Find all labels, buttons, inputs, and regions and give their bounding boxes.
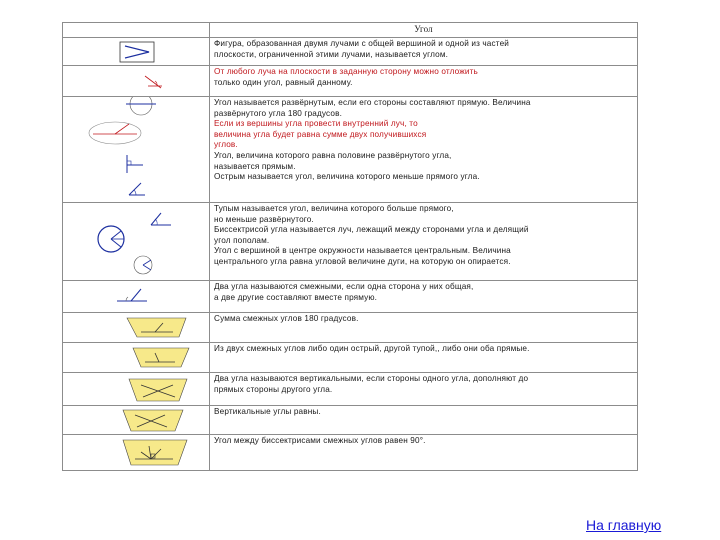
table-row [63,281,638,313]
row-text-line: Из двух смежных углов либо один острый, другой тупой,, либо они оба прямые. [214,344,530,353]
row-text-line: Два угла называются вертикальными, если стороны одного угла, дополняют до [214,374,529,383]
row-text-line: угол пополам. [214,235,270,245]
row-text-line: но меньше развёрнутого. [214,214,314,224]
row-text-line: Угол с вершиной в центре окружности называется центральным. Величина [214,246,511,256]
home-link[interactable]: На главную [586,517,662,533]
row-text [210,281,638,313]
adjacent-types-figure-icon [63,343,210,373]
row-text [210,406,638,435]
row-text [210,313,638,343]
row-text [210,203,638,281]
row-text-line: величина угла будет равна сумме двух получившихся [214,129,427,139]
row-text-line: Если из вершины угла провести внутренний луч, то [214,119,418,129]
row-text-line: Угол называется развёрнутым, если его стороны составляют прямую. Величина [214,98,531,107]
table-row [63,66,638,97]
row-text [210,435,638,471]
row-text-line: прямых стороны другого угла. [214,384,333,394]
row-text-line: Вертикальные углы равны. [214,407,321,416]
row-text-line: Тупым называется угол, величина которого больше прямого, [214,204,454,213]
angles-table [62,22,638,471]
table-row [63,435,638,471]
straight-angle-figure-icon [63,97,210,203]
obtuse-angle-figure-icon [63,203,210,281]
table-row [63,38,638,66]
row-text-line: плоскости, ограниченной этими лучами, называется углом. [214,49,449,59]
row-text [210,343,638,373]
row-text-line: Сумма смежных углов 180 градусов. [214,314,359,323]
table-row [63,373,638,406]
table-row [63,343,638,373]
vertical-angles-figure-icon [63,373,210,406]
row-text-line: Острым называется угол, величина которого меньше прямого угла. [214,172,480,182]
vertical-equal-figure-icon [63,406,210,435]
row-text-line: называется прямым. [214,161,296,171]
row-text-line: От любого луча на плоскости в заданную сторону можно отложить [214,67,478,76]
table-title: Угол [210,23,638,38]
table-row [63,313,638,343]
header-empty-cell [63,23,210,38]
row-text-line: Два угла называются смежными, если одна сторона у них общая, [214,282,474,291]
table-row [63,406,638,435]
row-text-line: Биссектрисой угла называется луч, лежащий между сторонами угла и делящий [214,225,529,235]
row-text-line: только один угол, равный данному. [214,77,353,87]
row-text [210,97,638,203]
row-text [210,373,638,406]
row-text-line: углов. [214,140,238,150]
row-text-line: центрального угла равна угловой величине дуги, на которую он опирается. [214,256,511,266]
table-row [63,97,638,203]
row-text-line: а две другие составляют вместе прямую. [214,292,378,302]
angle-figure-icon [63,38,210,66]
table-row [63,203,638,281]
adjacent-angles-figure-icon [63,281,210,313]
row-text-line: развёрнутого угла 180 градусов. [214,108,343,118]
row-text [210,66,638,97]
adjacent-sum-figure-icon [63,313,210,343]
row-text-line: Угол между биссектрисами смежных углов равен 90°. [214,436,426,445]
bisectors-figure-icon [63,435,210,471]
row-text-line: Угол, величина которого равна половине развёрнутого угла, [214,150,452,160]
equal-angle-figure-icon [63,66,210,97]
row-text [210,38,638,66]
row-text-line: Фигура, образованная двумя лучами с общей вершиной и одной из частей [214,39,509,48]
